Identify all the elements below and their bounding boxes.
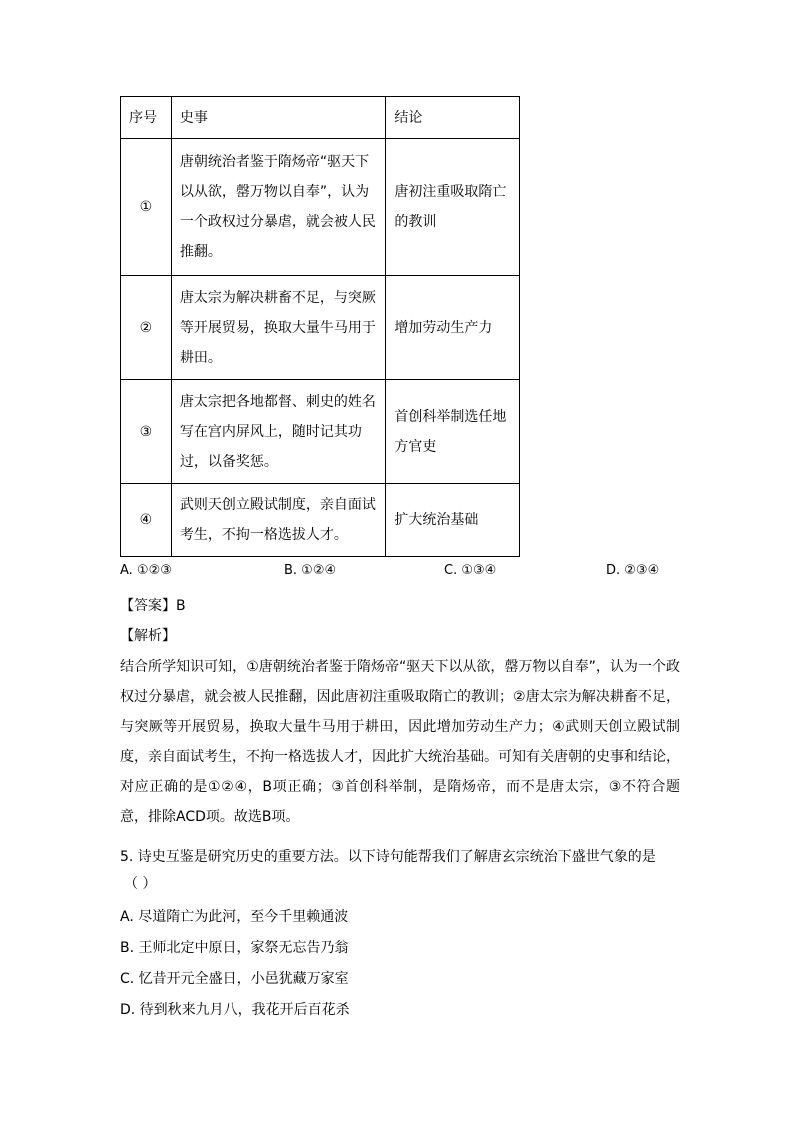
row-event: 唐太宗把各地都督、刺史的姓名写在宫内屏风上，随时记其功过，以备奖惩。 — [171, 380, 385, 484]
row-conclusion: 扩大统治基础 — [386, 484, 520, 557]
row-event: 武则天创立殿试制度，亲自面试考生，不拘一格选拔人才。 — [171, 484, 385, 557]
row-conclusion: 首创科举制选任地方官吏 — [386, 380, 520, 484]
table-row — [121, 484, 520, 557]
question-stem: 5. 诗史互鉴是研究历史的重要方法。以下诗句能帮我们了解唐玄宗统治下盛世气象的是 — [120, 849, 656, 865]
choice-d: D. 待到秋来九月八，我花开后百花杀 — [120, 1002, 350, 1018]
header-conclusion: 结论 — [386, 97, 520, 139]
row-number: ① — [121, 139, 172, 276]
row-conclusion: 唐初注重吸取隋亡的教训 — [386, 139, 520, 276]
row-number: ④ — [121, 484, 172, 557]
table-row — [121, 276, 520, 380]
table-header-row — [121, 97, 520, 139]
table-row — [121, 380, 520, 484]
choice-b: B. 王师北定中原日，家祭无忘告乃翁 — [120, 940, 349, 956]
choice-a: A. 尽道隋亡为此河，至今千里赖通波 — [120, 909, 349, 925]
option-c: C. ①③④ — [444, 563, 497, 578]
row-conclusion: 增加劳动生产力 — [386, 276, 520, 380]
history-table — [120, 96, 520, 557]
answer-label: 【答案】B — [120, 598, 186, 614]
question-blank: （ ） — [124, 876, 157, 892]
row-event: 唐朝统治者鉴于隋炀帝“驱天下以从欲，罄万物以自奉”，认为一个政权过分暴虐，就会被人民推翻。 — [171, 139, 385, 276]
analysis-title: 【解析】 — [120, 628, 176, 644]
option-a: A. ①②③ — [120, 563, 172, 578]
answer-options — [120, 563, 680, 585]
header-number: 序号 — [121, 97, 172, 139]
row-number: ② — [121, 276, 172, 380]
table-row — [121, 139, 520, 276]
analysis-text: 结合所学知识可知，①唐朝统治者鉴于隋炀帝“驱天下以从欲，罄万物以自奉”，认为一个政权过分暴虐，就会被人民推翻，因此唐初注重吸取隋亡的教训；②唐太宗为解决耕畜不足，与突厥等开展贸易，换取大量牛马用于耕田，因此增加劳动生产力；④武则天创立殿试制度，亲自面试考生，不拘一格选拔人才，因此扩大统治基础。可知有关唐朝的史事和结论，对应正确的是①②④，B项正确；③首创科举制，是隋炀帝，而不是唐太宗，③不符合题意，排除ACD项。故选B项。 — [120, 659, 680, 825]
option-b: B. ①②④ — [284, 563, 337, 578]
choice-c: C. 忆昔开元全盛日，小邑犹藏万家室 — [120, 971, 349, 987]
header-event: 史事 — [171, 97, 385, 139]
row-number: ③ — [121, 380, 172, 484]
option-d: D. ②③④ — [606, 563, 660, 578]
row-event: 唐太宗为解决耕畜不足，与突厥等开展贸易，换取大量牛马用于耕田。 — [171, 276, 385, 380]
